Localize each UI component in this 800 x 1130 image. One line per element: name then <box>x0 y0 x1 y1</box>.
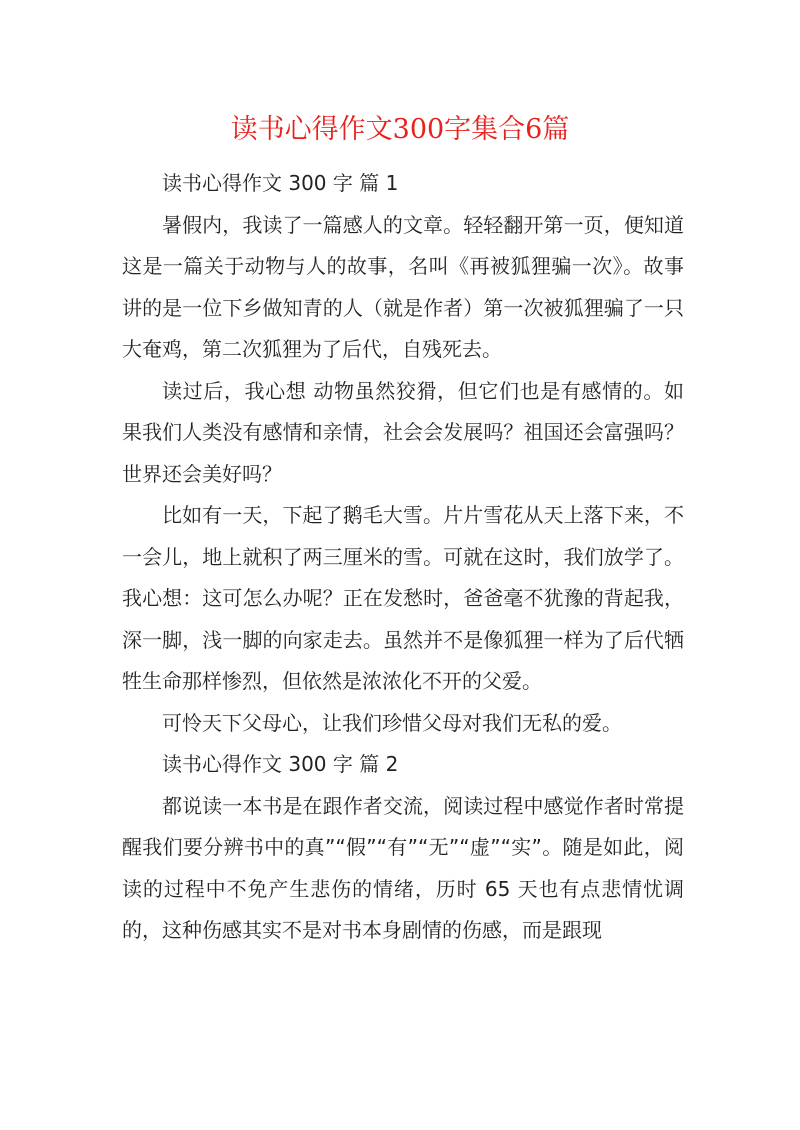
paragraph: 读过后，我心想 动物虽然狡猾，但它们也是有感情的。如果我们人类没有感情和亲情，社会会发展吗？祖国还会富强吗？世界还会美好吗？ <box>122 378 684 486</box>
paragraph: 暑假内，我读了一篇感人的文章。轻轻翻开第一页，便知道这是一篇关于动物与人的故事，名叫《再被狐狸骗一次》。故事讲的是一位下乡做知青的人（就是作者）第一次被狐狸骗了一只大奄鸡，第二次狐狸为了后代，自残死去。 <box>122 212 684 361</box>
document-title: 读书心得作文300字集合6篇 <box>230 114 570 145</box>
paragraph: 比如有一天，下起了鹅毛大雪。片片雪花从天上落下来，不一会儿，地上就积了两三厘米的雪。可就在这时，我们放学了。我心想：这可怎么办呢？正在发愁时，爸爸毫不犹豫的背起我，深一脚，浅一脚的向家走去。虽然并不是像狐狸一样为了后代牺牲生命那样惨烈，但依然是浓浓化不开的父爱。 <box>122 503 684 693</box>
paragraph: 可怜天下父母心，让我们珍惜父母对我们无私的爱。 <box>162 710 622 735</box>
document-body <box>122 163 684 952</box>
section-heading-1: 读书心得作文 300 字 篇 1 <box>162 171 399 195</box>
section-heading-2: 读书心得作文 300 字 篇 2 <box>162 752 399 776</box>
paragraph: 都说读一本书是在跟作者交流，阅读过程中感觉作者时常提醒我们要分辨书中的真”“假”“有”“无”“虚”“实”。随是如此，阅读的过程中不免产生悲伤的情绪，历时 65 天也有点悲情忧调的，这种伤感其实不是对书本身剧情的伤感，而是跟现 <box>122 793 684 942</box>
